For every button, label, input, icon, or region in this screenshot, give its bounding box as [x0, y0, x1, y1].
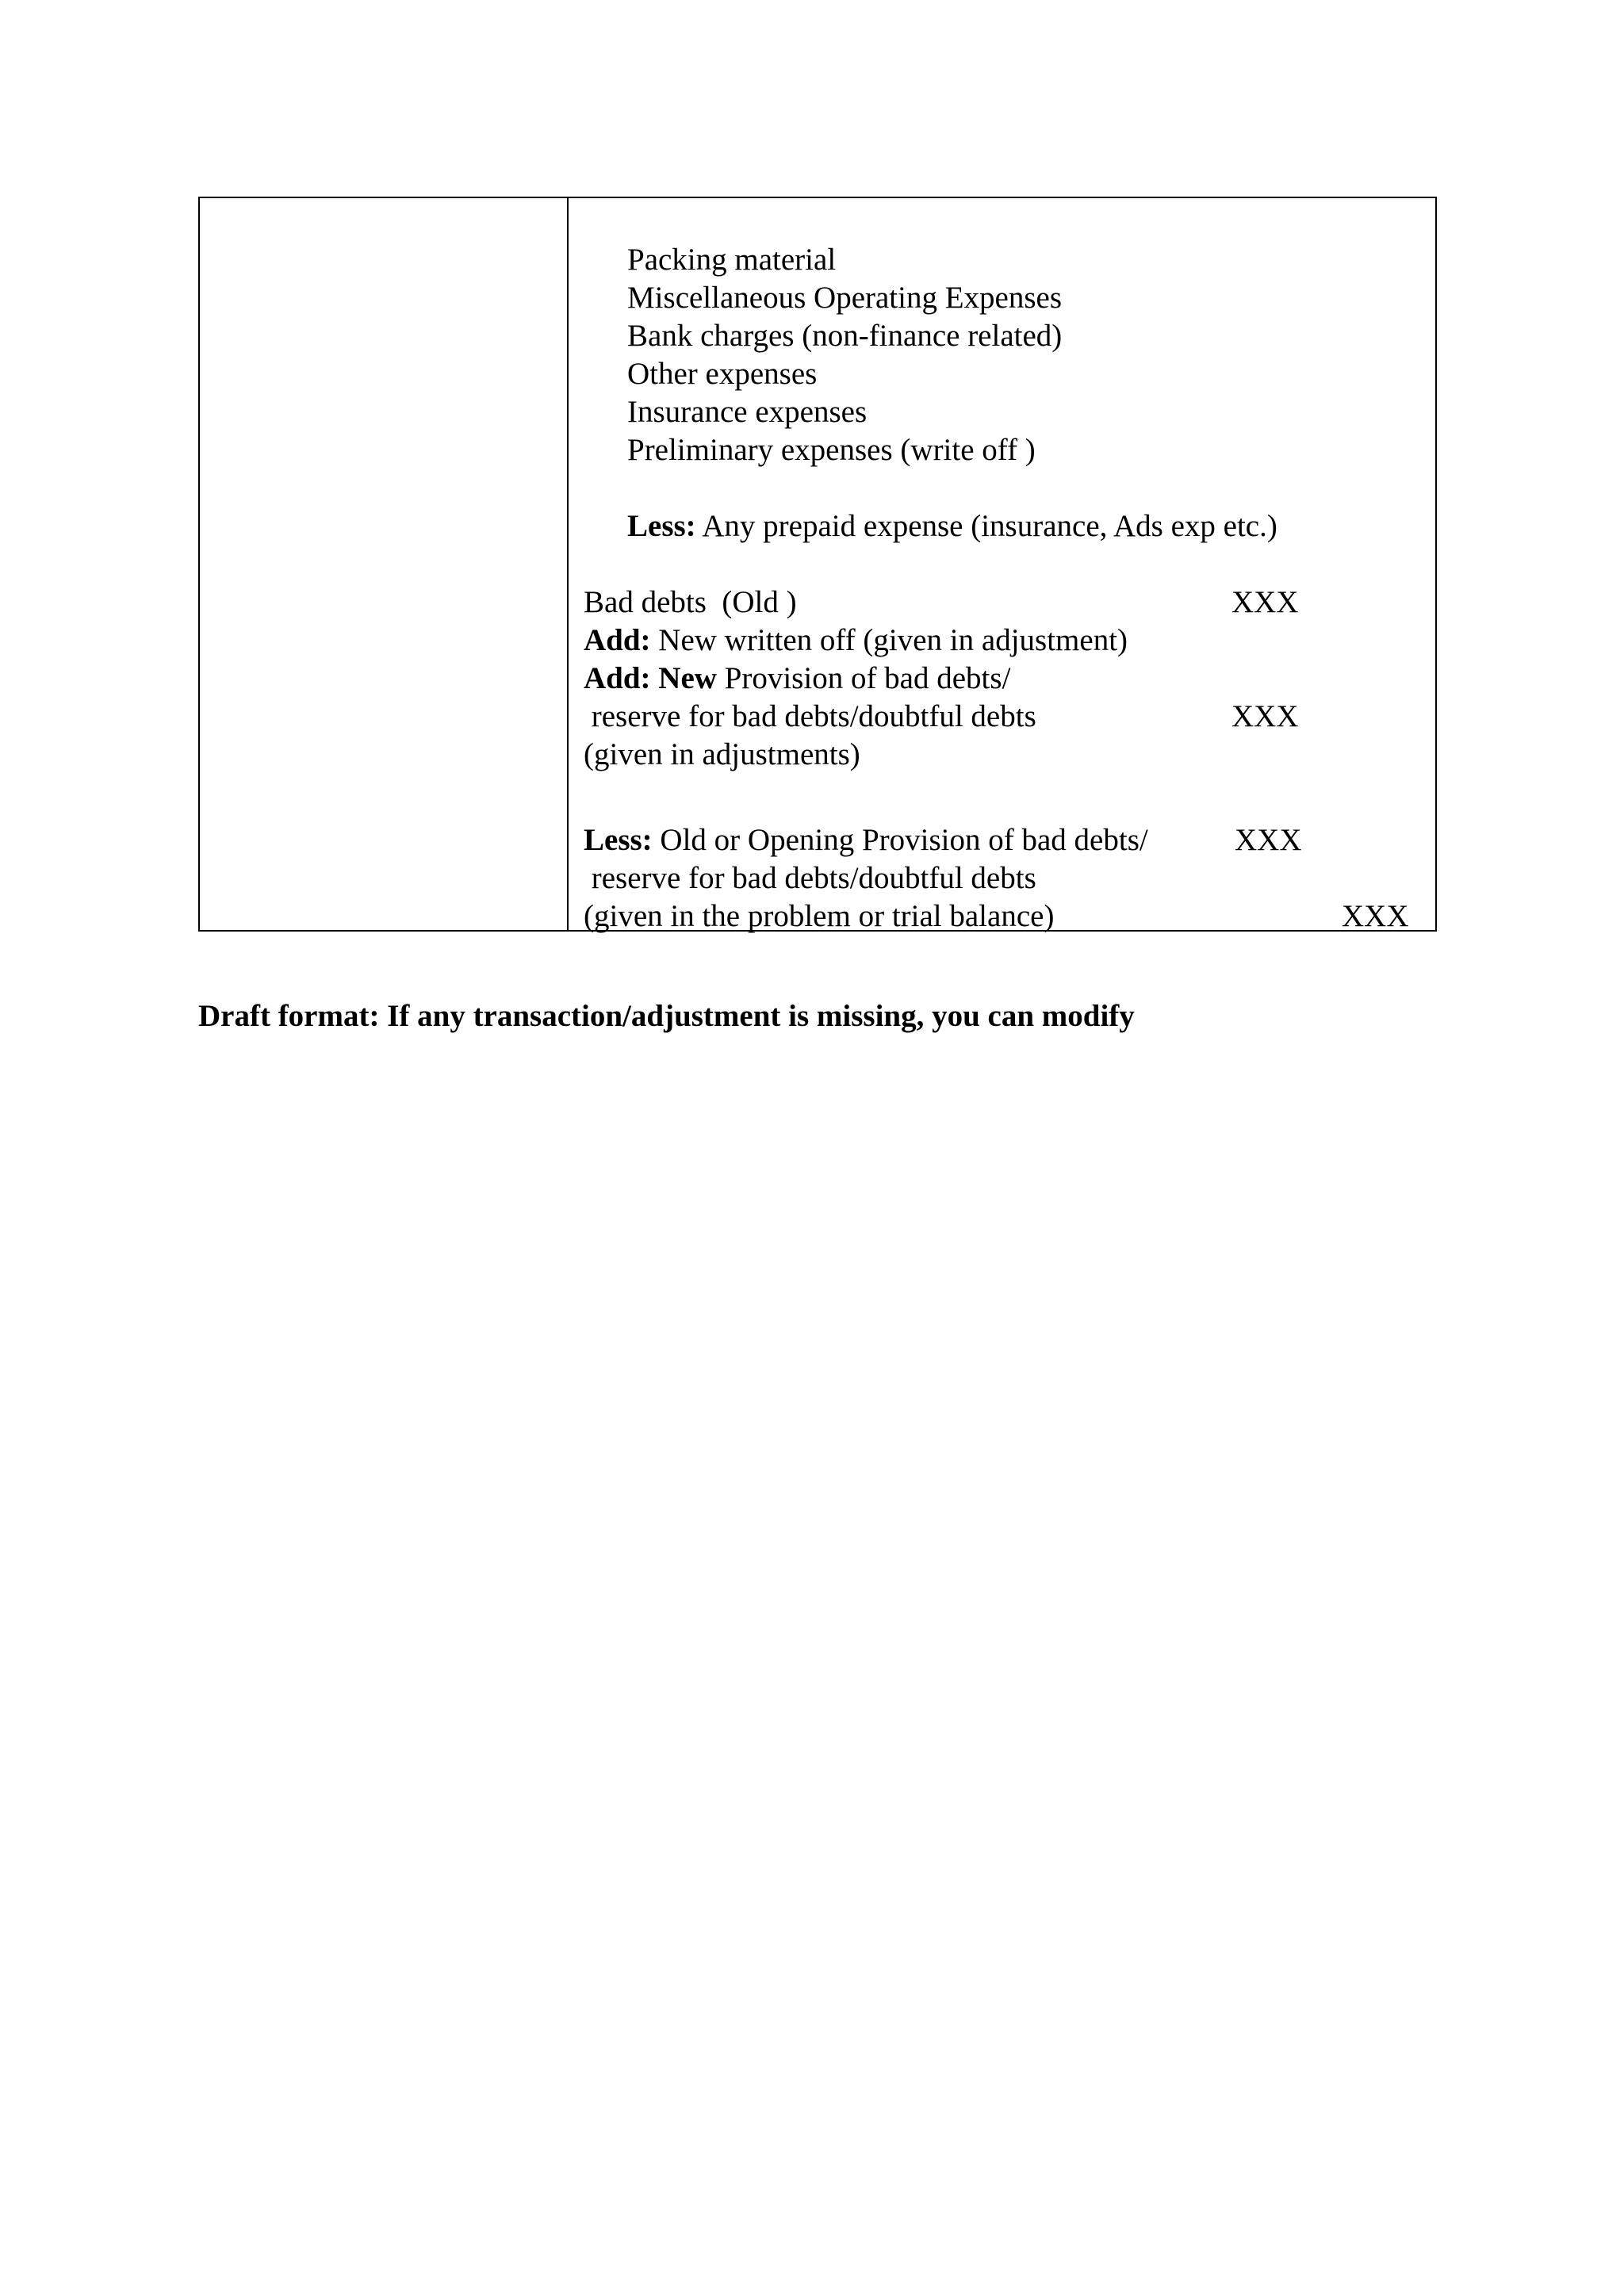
expense-item: Preliminary expenses (write off ): [627, 433, 1036, 467]
add-new-provision-line-2: reserve for bad debts/doubtful debts: [584, 699, 1036, 733]
total-amount: XXX: [1342, 899, 1409, 933]
prepaid-text: Any prepaid expense (insurance, Ads exp etc.): [695, 509, 1277, 543]
add-written-off-line: [584, 622, 1128, 660]
expense-item: Packing material: [627, 243, 837, 277]
add-written-off-text: New written off (given in adjustment): [650, 623, 1128, 657]
expense-item: Miscellaneous Operating Expenses: [627, 281, 1063, 315]
expense-item: Other expenses: [627, 357, 818, 391]
add-label: Add:: [584, 623, 651, 657]
expense-table: [198, 197, 1437, 932]
add-new-provision-line: [584, 660, 1010, 698]
less-old-provision-line: [584, 821, 1148, 859]
expense-item: Insurance expenses: [627, 395, 868, 429]
less-old-provision-text: Old or Opening Provision of bad debts/: [652, 823, 1148, 857]
add-new-provision-amount: XXX: [1231, 699, 1299, 733]
draft-format-note: Draft format: If any transaction/adjustment is missing, you can modify: [198, 999, 1135, 1033]
add-new-label: Add: New: [584, 661, 717, 695]
less-label: Less:: [584, 823, 653, 857]
bad-debts-old-amount: XXX: [1231, 585, 1299, 619]
less-old-provision-line-3: (given in the problem or trial balance): [584, 899, 1055, 933]
add-new-provision-text: Provision of bad debts/: [716, 661, 1011, 695]
table-left-cell: [200, 198, 569, 930]
less-old-provision-line-2: reserve for bad debts/doubtful debts: [584, 861, 1036, 895]
less-old-provision-amount: XXX: [1235, 823, 1302, 857]
add-new-provision-line-3: (given in adjustments): [584, 737, 860, 771]
prepaid-line: [627, 507, 1277, 545]
bad-debts-old: Bad debts (Old ): [584, 585, 797, 619]
expense-item: Bank charges (non-finance related): [627, 319, 1063, 353]
prepaid-label: Less:: [627, 509, 696, 543]
